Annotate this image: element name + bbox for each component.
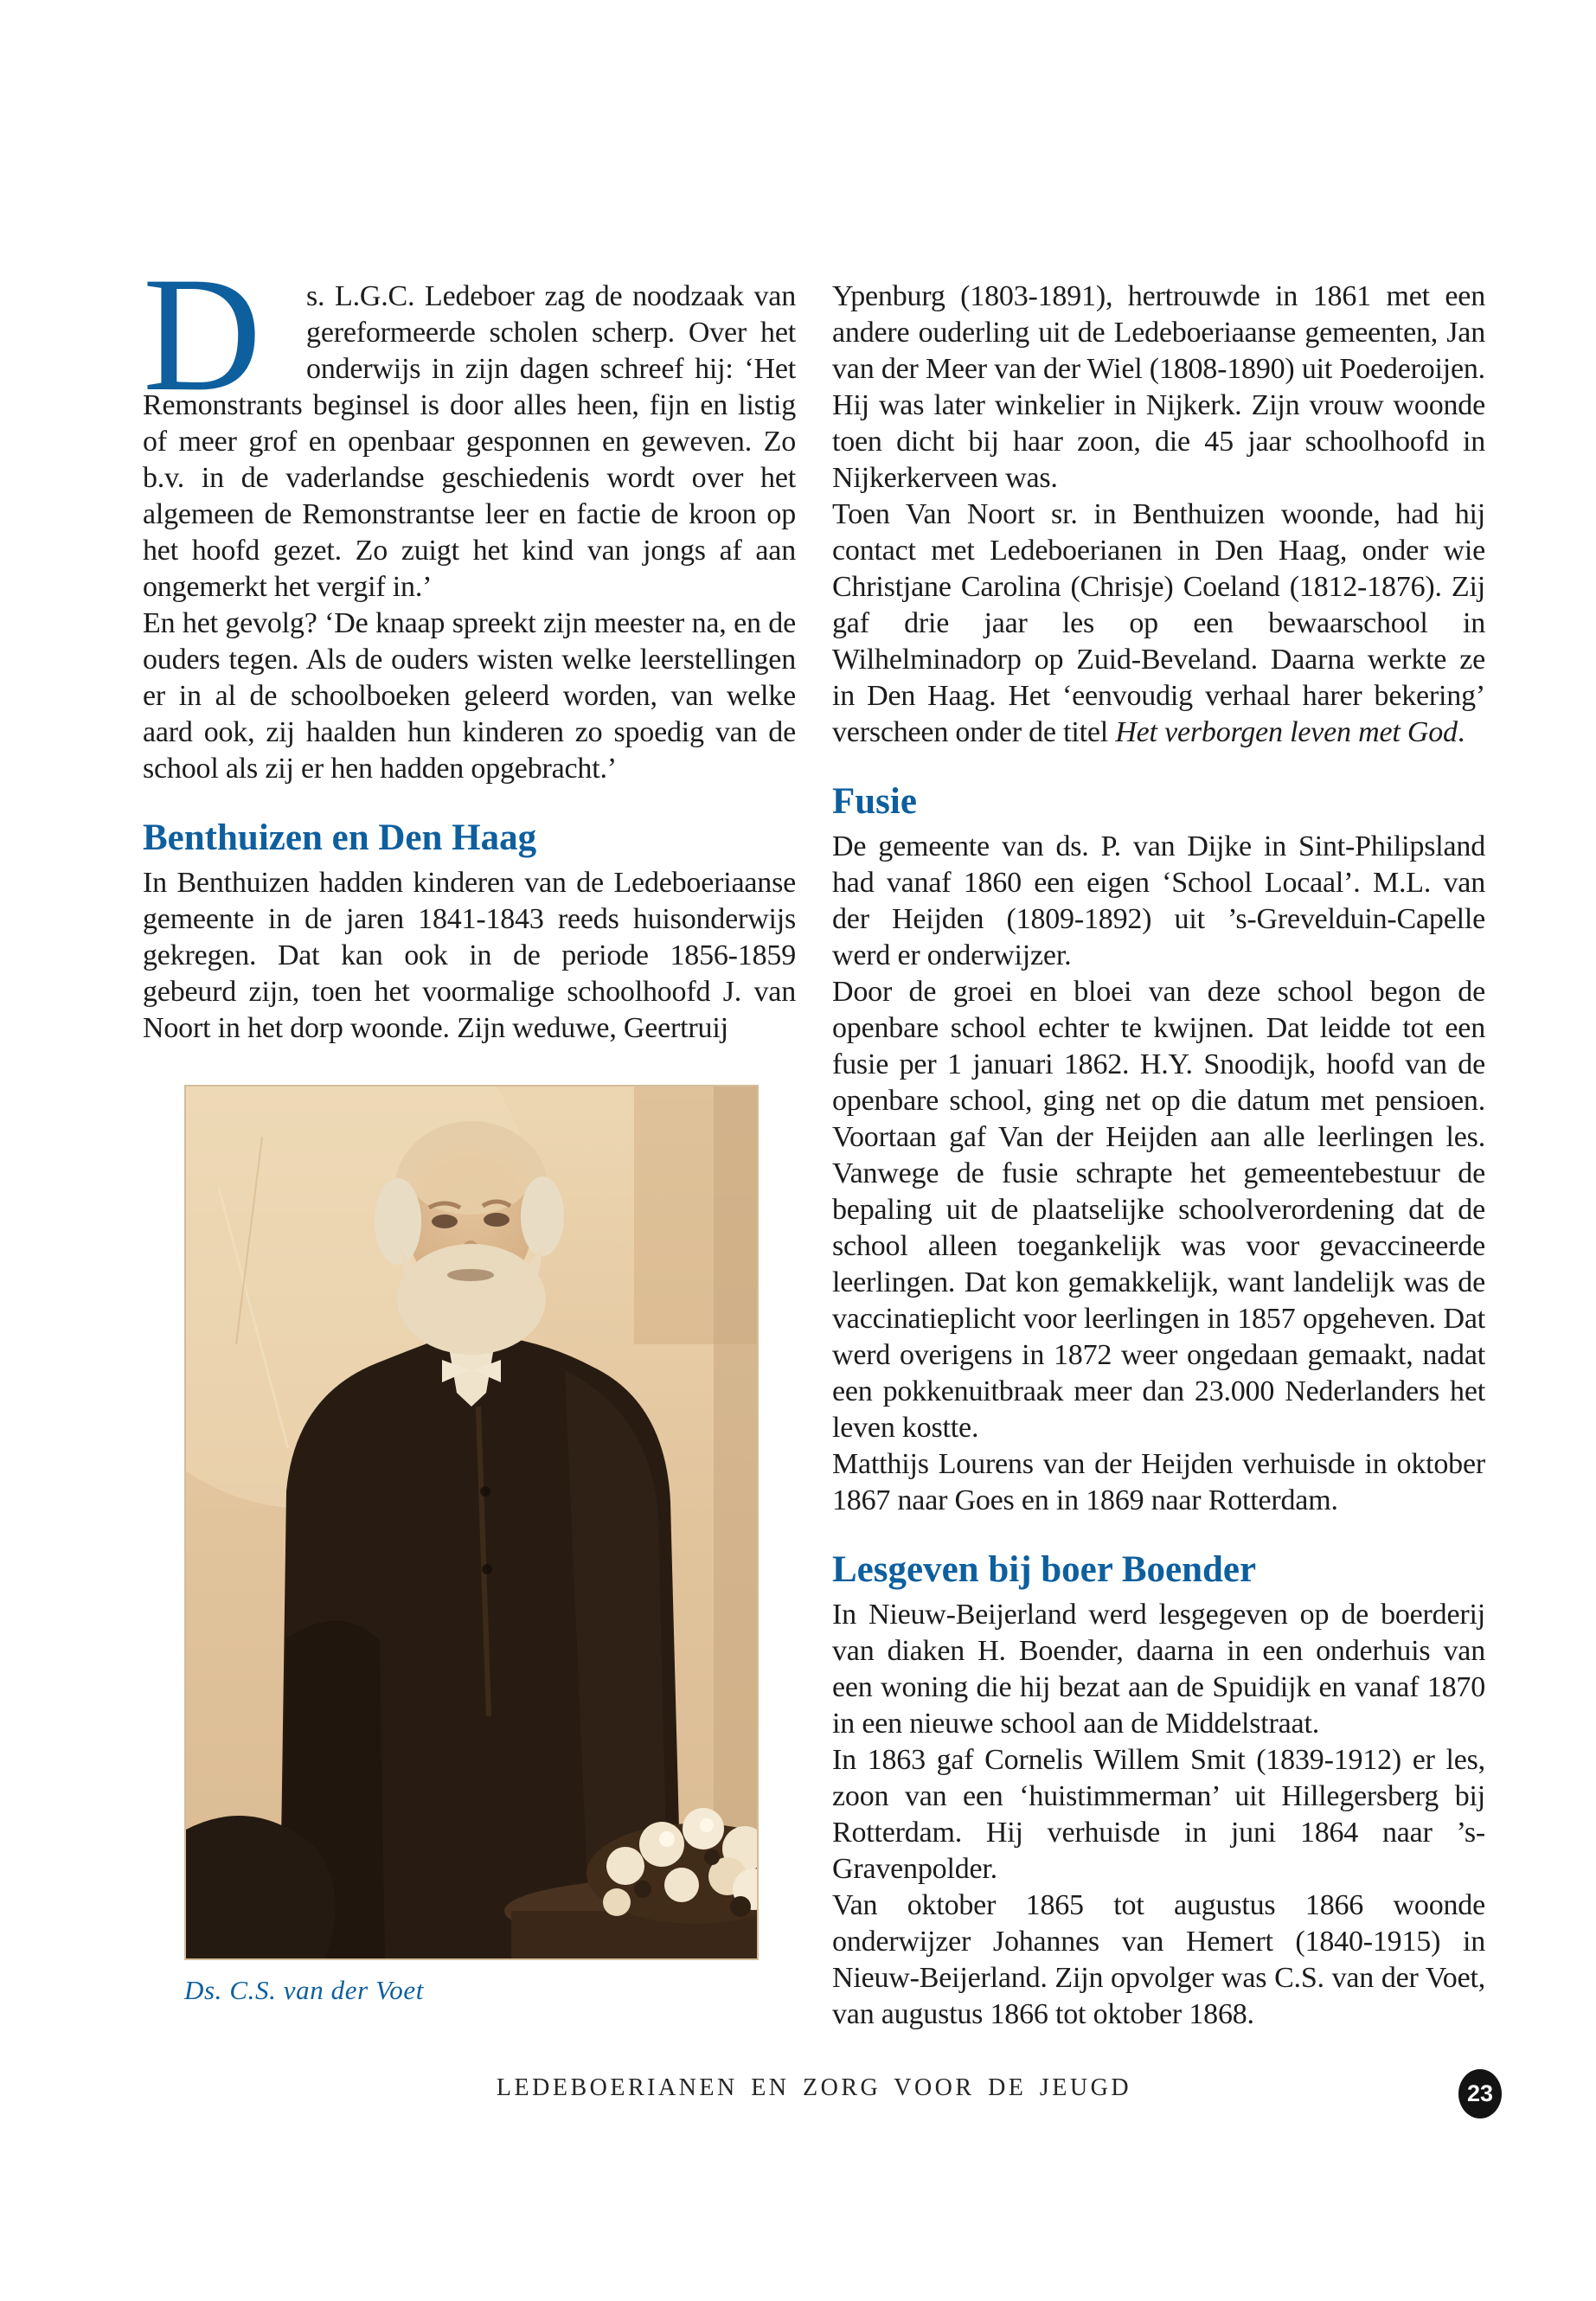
paragraph (832, 497, 1485, 751)
footer-title: LEDEBOERIANEN EN ZORG VOOR DE JEUGD (496, 2074, 1132, 2101)
book-title-italic: Het verborgen leven met God (1115, 716, 1458, 748)
page-number-badge (1458, 2069, 1502, 2118)
portrait-figure (184, 1085, 759, 2007)
paragraph: De gemeente van ds. P. van Dijke in Sint-Philipsland had vanaf 1860 een eigen ‘School Locaal’. M.L. van der Heijden (1809-1892) uit ’s-Grevelduin-Capelle werd er onderwijzer. (832, 830, 1485, 971)
paragraph: In Nieuw-Beijerland werd lesgegeven op de boerderij van diaken H. Boender, daarna in een onderhuis van een woning die hij bezat aan de Spuidijk en vanaf 1870 in een nieuwe school aan de Middelstraat. (832, 1599, 1485, 1740)
photo-caption: Ds. C.S. van der Voet (184, 1975, 424, 2005)
portrait-photo (184, 1085, 759, 1960)
paragraph-text: Toen Van Noort sr. in Benthuizen woonde, had hij contact met Ledeboerianen in Den Haag, onder wie Christjane Carolina (Chrisje) Coeland (1812-1876). Zij gaf drie jaar les op een bewaarschool in Wilhelminadorp op Zuid-Beveland. Daarna werkte ze in Den Haag. Het ‘eenvoudig verhaal harer bekering’ verscheen onder de titel (832, 498, 1485, 748)
paragraph-text: . (1457, 716, 1465, 748)
section-heading-fusie: Fusie (832, 781, 917, 822)
paragraph: In 1863 gaf Cornelis Willem Smit (1839-1912) er les, zoon van een ‘huistimmerman’ uit Hillegersberg bij Rotterdam. Hij verhuisde in juni 1864 naar ’s-Gravenpolder. (832, 1744, 1485, 1885)
page-number: 23 (1466, 2080, 1494, 2106)
paragraph: In Benthuizen hadden kinderen van de Ledeboeriaanse gemeente in de jaren 1841-1843 reeds huisonderwijs gekregen. Dat kan ook in de periode 1856-1859 gebeurd zijn, toen het voormalige schoolhoofd J. van Noort in het dorp woonde. Zijn weduwe, Geertruij (143, 867, 796, 1044)
paragraph: Ypenburg (1803-1891), hertrouwde in 1861 met een andere ouderling uit de Ledeboeriaanse gemeenten, Jan van der Meer van der Wiel (1808-1890) uit Poederoijen. Hij was later winkelier in Nijkerk. Zijn vrouw woonde toen dicht bij haar zoon, die 45 jaar schoolhoofd in Nijkerkerveen was. (832, 280, 1485, 494)
paragraph: Door de groei en bloei van deze school begon de openbare school echter te kwijnen. Dat leidde tot een fusie per 1 januari 1862. H.Y. Snoodijk, hoofd van de openbare school, ging net op die datum met pensioen. Voortaan gaf Van der Heijden aan alle leerlingen les. Vanwege de fusie schrapte het gemeentebestuur de bepaling uit de plaatselijke schoolverordening dat de school alleen toegankelijk was voor gevaccineerde leerlingen. Dat kon gemakkelijk, want landelijk was de vaccinatieplicht voor leerlingen in 1857 opgeheven. Dat werd overigens in 1872 weer ongedaan gemaakt, nadat een pokkenuitbraak meer dan 23.000 Nederlanders het leven kostte. (832, 976, 1485, 1444)
section-heading-boender: Lesgeven bij boer Boender (832, 1549, 1257, 1590)
paragraph-text: s. L.G.C. Ledeboer zag de noodzaak van gereformeerde scholen scherp. Over het onderwijs in zijn dagen schreef hij: ‘Het Remonstrants beginsel is door alles heen, fijn en listig of meer grof en openbaar gesponnen en geweven. Zo b.v. in de vaderlandse geschiedenis wordt over het algemeen de Remonstrantse leer en factie de kroon op het hoofd gezet. Zo zuigt het kind van jongs af aan ongemerkt het vergif in.’ (143, 280, 796, 603)
section-heading-benthuizen: Benthuizen en Den Haag (143, 817, 537, 858)
left-column (143, 244, 796, 2007)
right-column (832, 279, 1485, 2033)
paragraph-dropcap (143, 244, 796, 606)
drop-cap-letter: D (143, 244, 262, 426)
paragraph: Van oktober 1865 tot augustus 1866 woonde onderwijzer Johannes van Hemert (1840-1915) in Nieuw-Beijerland. Zijn opvolger was C.S. van der Voet, van augustus 1866 tot oktober 1868. (832, 1889, 1485, 2030)
paragraph: En het gevolg? ‘De knaap spreekt zijn meester na, en de ouders tegen. Als de ouders wisten welke leerstellingen er in al de schoolboeken geleerd worden, van welke aard ook, zij haalden hun kinderen zo spoedig van de school als zij er hen hadden opgebracht.’ (143, 607, 796, 785)
paragraph: Matthijs Lourens van der Heijden verhuisde in oktober 1867 naar Goes en in 1869 naar Rotterdam. (832, 1448, 1485, 1516)
